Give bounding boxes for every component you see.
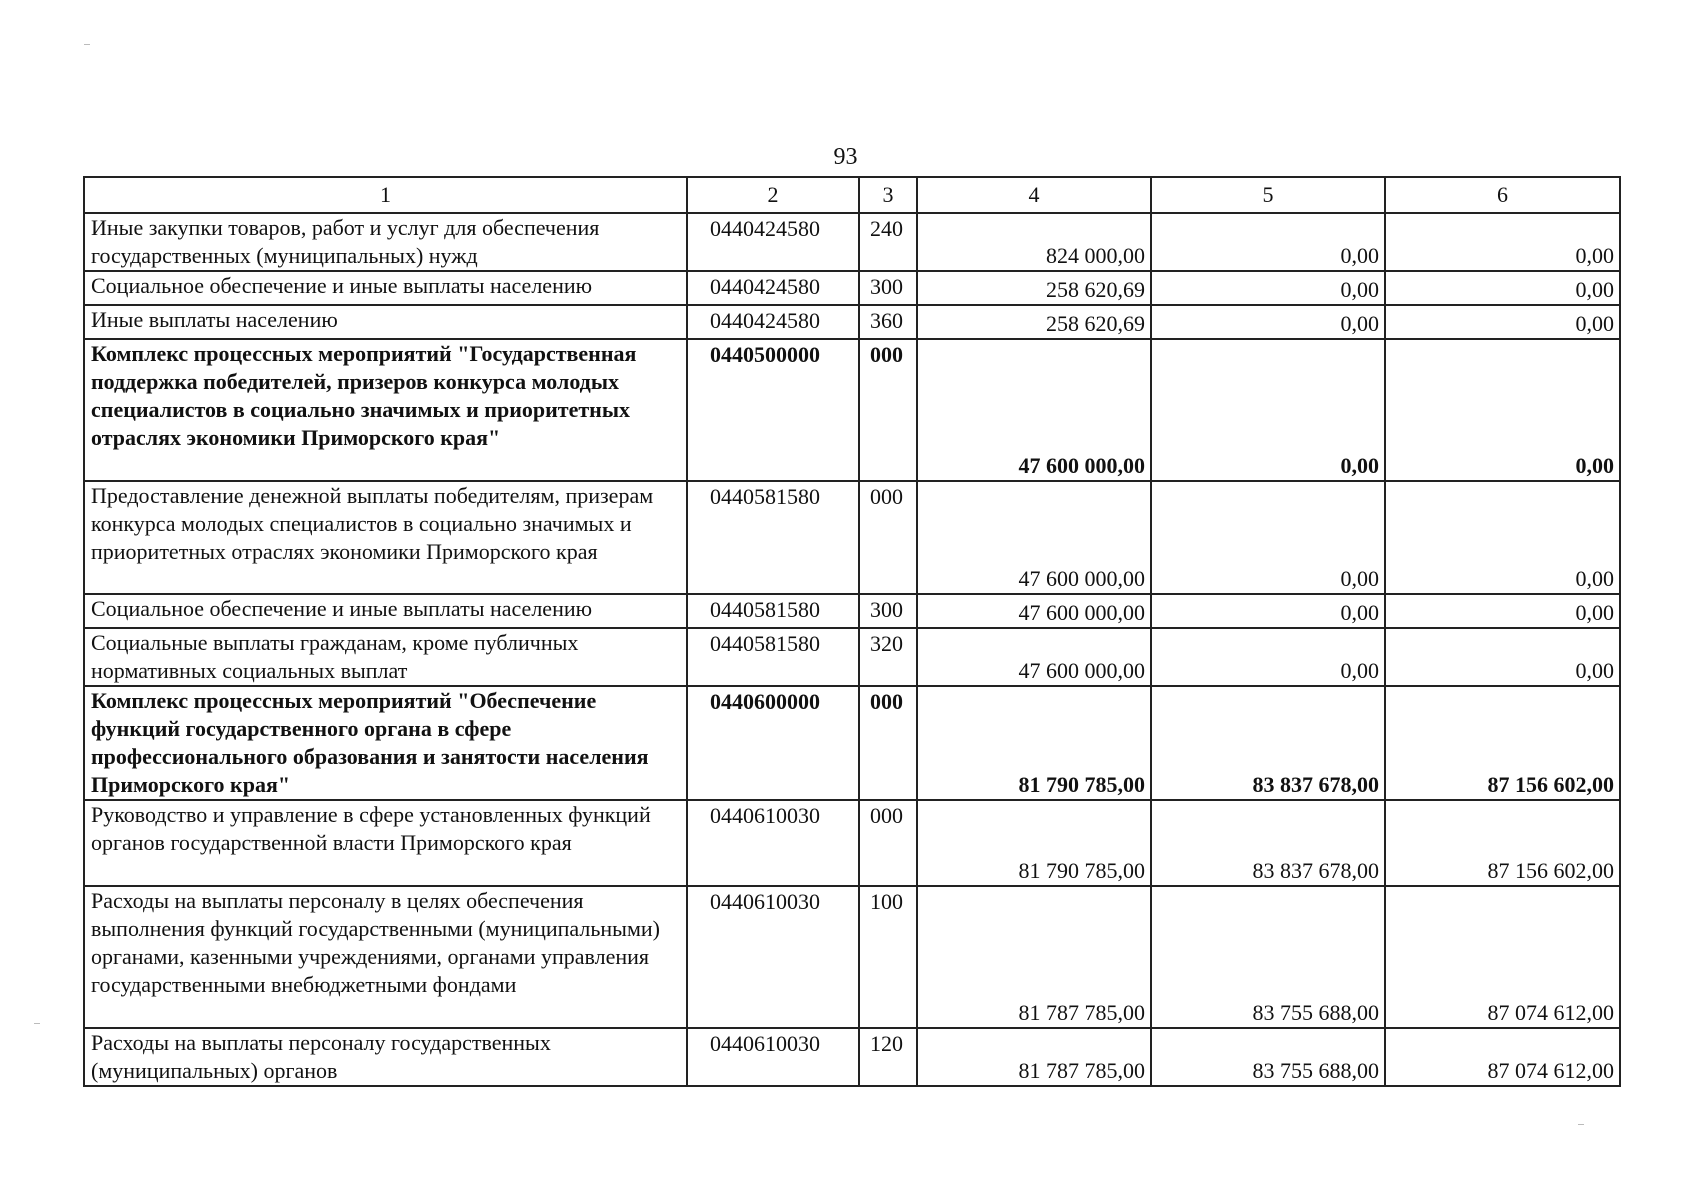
row-code: 0440610030 <box>687 1028 859 1086</box>
row-value-5: 0,00 <box>1151 213 1385 271</box>
row-value-4: 47 600 000,00 <box>917 481 1151 594</box>
row-code: 0440581580 <box>687 481 859 594</box>
scan-mark <box>34 1023 40 1024</box>
row-name: Иные закупки товаров, работ и услуг для обеспечения государственных (муниципальных) нужд <box>84 213 687 271</box>
row-value-5: 0,00 <box>1151 628 1385 686</box>
row-name: Руководство и управление в сфере установленных функций органов государственной власти Приморского края <box>84 800 687 886</box>
row-code: 0440424580 <box>687 213 859 271</box>
table-header <box>84 177 1620 213</box>
header-col-2: 2 <box>687 177 859 213</box>
row-type: 000 <box>859 481 917 594</box>
row-type: 000 <box>859 339 917 481</box>
row-name: Комплекс процессных мероприятий "Обеспечение функций государственного органа в сфере профессионального образования и занятости населения Приморского края" <box>84 686 687 800</box>
row-name: Социальные выплаты гражданам, кроме публичных нормативных социальных выплат <box>84 628 687 686</box>
row-value-4: 81 790 785,00 <box>917 686 1151 800</box>
row-name: Расходы на выплаты персоналу в целях обеспечения выполнения функций государственными (муниципальными) органами, казенными учреждениями, органами управления государственными внебюджетными фондами <box>84 886 687 1028</box>
row-name: Социальное обеспечение и иные выплаты населению <box>84 271 687 305</box>
row-value-6: 87 074 612,00 <box>1385 1028 1620 1086</box>
page-number: 93 <box>833 144 858 170</box>
row-value-4: 81 787 785,00 <box>917 1028 1151 1086</box>
scan-mark <box>84 44 90 45</box>
row-type: 240 <box>859 213 917 271</box>
table-row <box>84 481 1620 594</box>
row-type: 300 <box>859 594 917 628</box>
table-row <box>84 339 1620 481</box>
scan-mark <box>1578 1124 1584 1125</box>
table-row <box>84 800 1620 886</box>
row-name: Социальное обеспечение и иные выплаты населению <box>84 594 687 628</box>
table-row <box>84 686 1620 800</box>
row-value-5: 0,00 <box>1151 481 1385 594</box>
row-type: 320 <box>859 628 917 686</box>
row-code: 0440600000 <box>687 686 859 800</box>
row-name: Иные выплаты населению <box>84 305 687 339</box>
row-value-4: 81 787 785,00 <box>917 886 1151 1028</box>
row-code: 0440424580 <box>687 271 859 305</box>
row-code: 0440581580 <box>687 594 859 628</box>
header-col-6: 6 <box>1385 177 1620 213</box>
row-value-5: 0,00 <box>1151 594 1385 628</box>
row-value-4: 47 600 000,00 <box>917 339 1151 481</box>
row-value-6: 0,00 <box>1385 594 1620 628</box>
table-row <box>84 1028 1620 1086</box>
table-row <box>84 271 1620 305</box>
row-code: 0440424580 <box>687 305 859 339</box>
row-value-4: 81 790 785,00 <box>917 800 1151 886</box>
row-value-6: 0,00 <box>1385 271 1620 305</box>
row-value-4: 47 600 000,00 <box>917 628 1151 686</box>
header-row <box>84 177 1620 213</box>
row-value-4: 258 620,69 <box>917 305 1151 339</box>
row-value-6: 0,00 <box>1385 481 1620 594</box>
row-type: 360 <box>859 305 917 339</box>
row-code: 0440581580 <box>687 628 859 686</box>
row-type: 120 <box>859 1028 917 1086</box>
row-value-6: 0,00 <box>1385 305 1620 339</box>
table-row <box>84 594 1620 628</box>
row-value-4: 47 600 000,00 <box>917 594 1151 628</box>
row-value-6: 87 156 602,00 <box>1385 800 1620 886</box>
row-value-6: 0,00 <box>1385 213 1620 271</box>
row-value-5: 83 837 678,00 <box>1151 686 1385 800</box>
header-col-3: 3 <box>859 177 917 213</box>
row-value-5: 83 755 688,00 <box>1151 1028 1385 1086</box>
row-code: 0440610030 <box>687 800 859 886</box>
table-row <box>84 213 1620 271</box>
row-value-6: 0,00 <box>1385 628 1620 686</box>
table-row <box>84 886 1620 1028</box>
table-body <box>84 213 1620 1086</box>
table-row <box>84 628 1620 686</box>
row-value-6: 0,00 <box>1385 339 1620 481</box>
row-name: Комплекс процессных мероприятий "Государственная поддержка победителей, призеров конкурса молодых специалистов в социально значимых и приоритетных отраслях экономики Приморского края" <box>84 339 687 481</box>
row-value-5: 83 837 678,00 <box>1151 800 1385 886</box>
row-type: 000 <box>859 800 917 886</box>
row-value-6: 87 074 612,00 <box>1385 886 1620 1028</box>
budget-table <box>83 176 1621 1087</box>
row-value-4: 824 000,00 <box>917 213 1151 271</box>
row-code: 0440500000 <box>687 339 859 481</box>
row-name: Расходы на выплаты персоналу государственных (муниципальных) органов <box>84 1028 687 1086</box>
row-value-6: 87 156 602,00 <box>1385 686 1620 800</box>
row-type: 000 <box>859 686 917 800</box>
row-value-5: 0,00 <box>1151 305 1385 339</box>
table-row <box>84 305 1620 339</box>
row-value-4: 258 620,69 <box>917 271 1151 305</box>
row-code: 0440610030 <box>687 886 859 1028</box>
header-col-4: 4 <box>917 177 1151 213</box>
row-type: 300 <box>859 271 917 305</box>
row-value-5: 83 755 688,00 <box>1151 886 1385 1028</box>
row-value-5: 0,00 <box>1151 339 1385 481</box>
row-value-5: 0,00 <box>1151 271 1385 305</box>
header-col-5: 5 <box>1151 177 1385 213</box>
row-name: Предоставление денежной выплаты победителям, призерам конкурса молодых специалистов в социально значимых и приоритетных отраслях экономики Приморского края <box>84 481 687 594</box>
header-col-1: 1 <box>84 177 687 213</box>
row-type: 100 <box>859 886 917 1028</box>
